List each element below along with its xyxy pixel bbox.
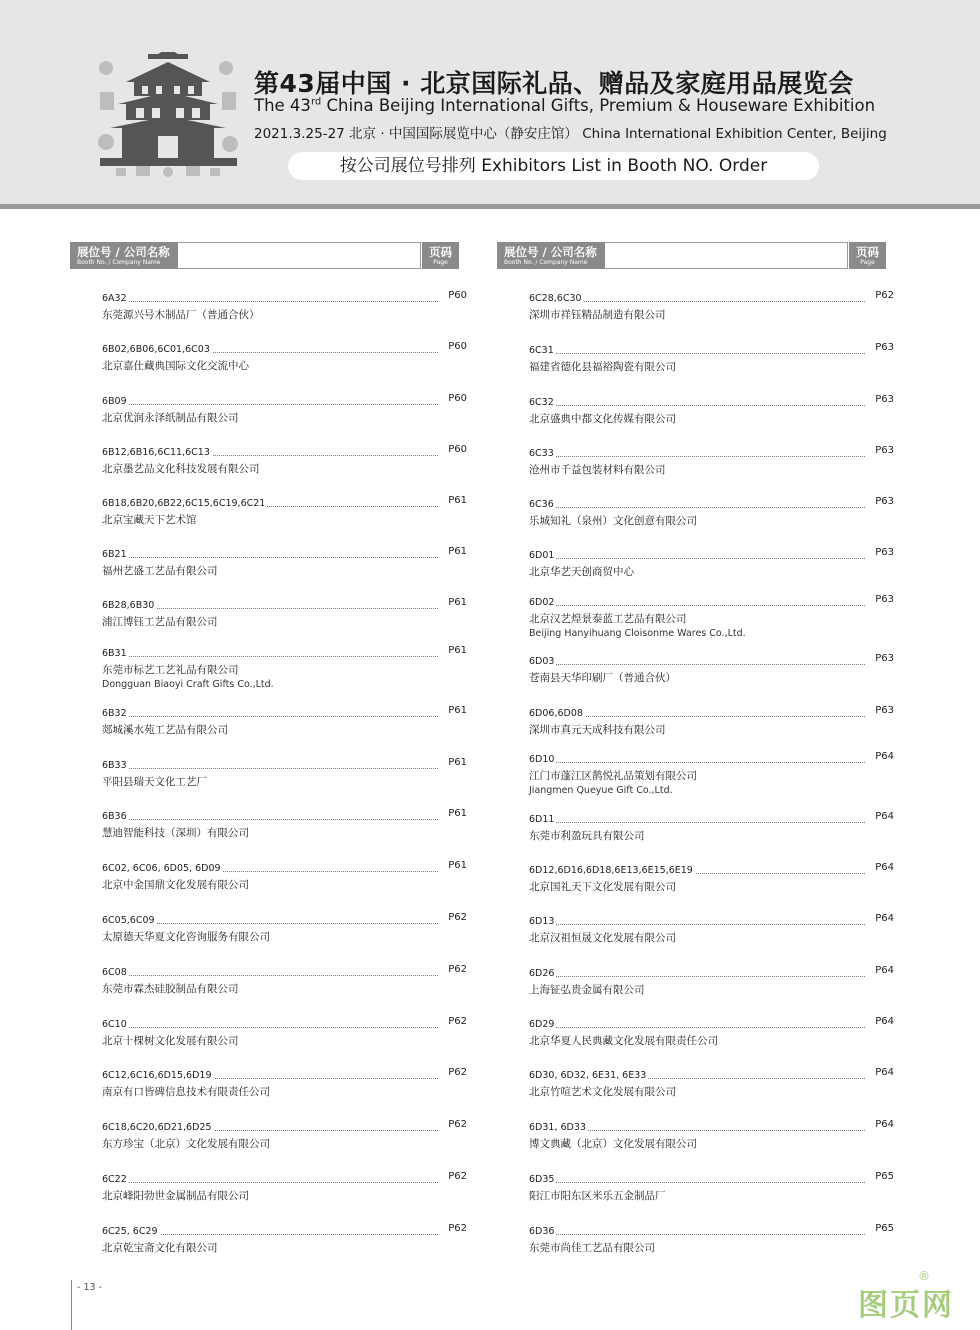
dot-leader <box>529 1234 865 1235</box>
page-ref: P64 <box>875 751 894 762</box>
entry-leader-row <box>529 496 894 511</box>
page-ref: P62 <box>448 1119 467 1130</box>
booth-number: 6D29 <box>529 1019 555 1030</box>
entry-leader-row <box>102 645 467 660</box>
entry-leader-row <box>529 913 894 928</box>
entry-leader-row <box>529 1223 894 1238</box>
page-header <box>0 0 980 205</box>
page-ref: P62 <box>448 1223 467 1234</box>
booth-number: 6C10 <box>102 1019 127 1030</box>
exhibitor-entry <box>102 912 467 944</box>
company-name: 太原德天华夏文化咨询服务有限公司 <box>102 931 270 943</box>
page-ref: P60 <box>448 290 467 301</box>
page-ref: P65 <box>875 1223 894 1234</box>
page-ref: P63 <box>875 496 894 507</box>
dot-leader <box>529 762 865 763</box>
dot-leader <box>529 1027 865 1028</box>
exhibitor-entry <box>529 751 894 797</box>
column-header-spacer <box>605 242 848 269</box>
booth-number: 6B33 <box>102 760 127 771</box>
exhibitor-entry <box>102 290 467 322</box>
page-ref: P62 <box>448 964 467 975</box>
exhibitor-entry <box>529 290 894 322</box>
company-name: 沧州市千益包装材料有限公司 <box>529 464 666 476</box>
booth-number: 6B09 <box>102 396 127 407</box>
company-name: 东莞市尚佳工艺品有限公司 <box>529 1242 655 1254</box>
dot-leader <box>529 822 865 823</box>
booth-number: 6B31 <box>102 648 127 659</box>
entry-leader-row <box>529 290 894 305</box>
exhibitor-entry <box>529 653 894 685</box>
company-name: 深圳市祥钰精品制造有限公司 <box>529 309 666 321</box>
exhibitor-entry <box>529 1016 894 1048</box>
page-ref: P62 <box>875 290 894 301</box>
page-ref: P63 <box>875 705 894 716</box>
exhibitor-entry <box>529 1223 894 1255</box>
entry-leader-row <box>529 547 894 562</box>
entry-leader-row <box>102 1016 467 1031</box>
page-label-box <box>849 242 886 269</box>
dot-leader <box>102 1027 438 1028</box>
entry-leader-row <box>102 341 467 356</box>
page-ref: P61 <box>448 495 467 506</box>
exhibitor-entry <box>529 705 894 737</box>
company-name: 北京竹喧艺术文化发展有限公司 <box>529 1086 676 1098</box>
page-ref: P64 <box>875 1119 894 1130</box>
page-ref: P62 <box>448 912 467 923</box>
entry-leader-row <box>529 394 894 409</box>
page-label-en: Page <box>433 259 448 266</box>
dot-leader <box>529 405 865 406</box>
page-ref: P63 <box>875 547 894 558</box>
entry-leader-row <box>529 445 894 460</box>
company-name: 慧迪智能科技（深圳）有限公司 <box>102 827 249 839</box>
dot-leader <box>102 301 438 302</box>
list-title-pill: 按公司展位号排列 Exhibitors List in Booth NO. Order <box>288 152 819 180</box>
entry-leader-row <box>102 1223 467 1238</box>
exhibitor-entry <box>102 757 467 789</box>
page-ref: P62 <box>448 1171 467 1182</box>
column-label-box <box>497 242 605 269</box>
exhibitor-entry <box>102 860 467 892</box>
company-name-en: Beijing Hanyihuang Cloisonme Wares Co.,Ltd. <box>529 628 746 639</box>
entry-leader-row <box>102 1067 467 1082</box>
page-ref: P61 <box>448 597 467 608</box>
booth-number: 6B12,6B16,6C11,6C13 <box>102 447 210 458</box>
dot-leader <box>529 456 865 457</box>
entry-leader-row <box>529 965 894 980</box>
company-name: 东莞源兴号木制品厂（普通合伙） <box>102 309 260 321</box>
exhibitor-entry <box>102 1223 467 1255</box>
page-ref: P64 <box>875 965 894 976</box>
entry-leader-row <box>102 290 467 305</box>
company-name: 平阳县瑞天文化工艺厂 <box>102 776 207 788</box>
exhibitor-entry <box>102 495 467 527</box>
exhibitor-entry <box>102 705 467 737</box>
page-ref: P64 <box>875 913 894 924</box>
company-name: 上海钲弘贵金属有限公司 <box>529 984 645 996</box>
exhibitor-entry <box>102 808 467 840</box>
column-label-box <box>70 242 178 269</box>
exhibition-title-en <box>254 96 875 115</box>
exhibitor-entry <box>529 594 894 640</box>
page-ref: P60 <box>448 341 467 352</box>
company-name-en: Jiangmen Queyue Gift Co.,Ltd. <box>529 785 673 796</box>
dot-leader <box>529 353 865 354</box>
page-ref: P61 <box>448 808 467 819</box>
entry-leader-row <box>529 862 894 877</box>
company-name: 东方珍宝（北京）文化发展有限公司 <box>102 1138 270 1150</box>
entry-leader-row <box>102 495 467 510</box>
entry-leader-row <box>529 751 894 766</box>
booth-number: 6C31 <box>529 345 554 356</box>
title-en-superscript: rd <box>310 96 322 108</box>
booth-number: 6D06,6D08 <box>529 708 583 719</box>
dot-leader <box>529 605 865 606</box>
page-ref: P64 <box>875 1016 894 1027</box>
exhibitor-entry <box>102 645 467 691</box>
company-name: 北京优润永泽纸制品有限公司 <box>102 412 239 424</box>
booth-number: 6C36 <box>529 499 554 510</box>
exhibitor-entry <box>529 547 894 579</box>
company-name: 北京十棵树文化发展有限公司 <box>102 1035 239 1047</box>
booth-number: 6D30, 6D32, 6E31, 6E33 <box>529 1070 647 1081</box>
exhibitor-entry <box>529 913 894 945</box>
dot-leader <box>102 975 438 976</box>
page-label-cn: 页码 <box>856 245 879 259</box>
booth-number: 6D02 <box>529 597 555 608</box>
booth-number: 6A32 <box>102 293 127 304</box>
exhibition-logo-icon <box>96 52 241 177</box>
booth-number: 6B02,6B06,6C01,6C03 <box>102 344 210 355</box>
exhibitor-entry <box>529 811 894 843</box>
exhibitor-entry <box>102 1067 467 1099</box>
column-label-en: Booth No. / Company Name <box>77 259 161 266</box>
company-name: 北京盛典中都文化传媒有限公司 <box>529 413 676 425</box>
dot-leader <box>529 976 865 977</box>
company-name: 北京峰阳勃世金属制品有限公司 <box>102 1190 249 1202</box>
title-en-suffix: China Beijing International Gifts, Premium & Houseware Exhibition <box>321 96 876 115</box>
company-name: 江门市蓬江区鹊悦礼品策划有限公司 <box>529 770 697 782</box>
company-name: 北京华艺天创商贸中心 <box>529 566 634 578</box>
dot-leader <box>102 768 438 769</box>
page-ref: P62 <box>448 1016 467 1027</box>
company-name: 福州艺盛工艺品有限公司 <box>102 565 218 577</box>
booth-number: 6D10 <box>529 754 555 765</box>
dot-leader <box>102 557 438 558</box>
company-name: 北京汉祖恒晟文化发展有限公司 <box>529 932 676 944</box>
booth-number: 6C22 <box>102 1174 127 1185</box>
entry-leader-row <box>529 1171 894 1186</box>
exhibitor-entry <box>529 965 894 997</box>
company-name: 东莞市利盈玩具有限公司 <box>529 830 645 842</box>
entry-leader-row <box>102 393 467 408</box>
exhibitor-entry <box>529 1119 894 1151</box>
booth-number: 6B18,6B20,6B22,6C15,6C19,6C21 <box>102 498 266 509</box>
booth-number: 6D35 <box>529 1174 555 1185</box>
entry-leader-row <box>102 546 467 561</box>
exhibitor-entry <box>529 496 894 528</box>
booth-number: 6C12,6C16,6D15,6D19 <box>102 1070 212 1081</box>
company-name: 东莞市标艺工艺礼品有限公司 <box>102 664 239 676</box>
title-en-prefix: The 43 <box>254 96 311 115</box>
company-name: 乐城知礼（泉州）文化创意有限公司 <box>529 515 697 527</box>
company-name: 北京汉艺煌景泰蓝工艺品有限公司 <box>529 613 687 625</box>
booth-number: 6C05,6C09 <box>102 915 155 926</box>
page-ref: P61 <box>448 860 467 871</box>
dot-leader <box>529 507 865 508</box>
page-ref: P65 <box>875 1171 894 1182</box>
entry-leader-row <box>529 1016 894 1031</box>
company-name: 北京国礼天下文化发展有限公司 <box>529 881 676 893</box>
company-name: 苍南县天华印刷厂（普通合伙） <box>529 672 676 684</box>
entry-leader-row <box>529 1119 894 1134</box>
company-name: 浦江博钰工艺品有限公司 <box>102 616 218 628</box>
page-ref: P64 <box>875 811 894 822</box>
booth-number: 6C28,6C30 <box>529 293 582 304</box>
exhibition-title-cn: 第43届中国 · 北京国际礼品、赠品及家庭用品展览会 <box>254 69 854 98</box>
page-ref: P64 <box>875 1067 894 1078</box>
exhibitor-entry <box>102 964 467 996</box>
company-name-en: Dongguan Biaoyi Craft Gifts Co.,Ltd. <box>102 679 274 690</box>
booth-number: 6C02, 6C06, 6D05, 6D09 <box>102 863 221 874</box>
entry-leader-row <box>529 1067 894 1082</box>
entry-leader-row <box>102 964 467 979</box>
exhibitor-entry <box>529 1171 894 1203</box>
exhibitor-entry <box>102 597 467 629</box>
dot-leader <box>529 1182 865 1183</box>
exhibitor-entry <box>102 393 467 425</box>
page-number: - 13 - <box>77 1282 102 1293</box>
company-name: 深圳市真元天成科技有限公司 <box>529 724 666 736</box>
company-name: 东莞市霖杰硅胶制品有限公司 <box>102 983 239 995</box>
entry-leader-row <box>102 860 467 875</box>
entry-leader-row <box>102 444 467 459</box>
entry-leader-row <box>102 757 467 772</box>
entry-leader-row <box>529 594 894 609</box>
booth-number: 6D36 <box>529 1226 555 1237</box>
entry-leader-row <box>529 811 894 826</box>
exhibitor-entry <box>529 342 894 374</box>
dot-leader <box>529 664 865 665</box>
booth-number: 6D13 <box>529 916 555 927</box>
right-column-header <box>497 242 886 269</box>
company-name: 北京宝藏天下艺术馆 <box>102 514 197 526</box>
page-ref: P61 <box>448 645 467 656</box>
column-label-cn: 展位号 / 公司名称 <box>77 245 170 259</box>
entry-leader-row <box>102 912 467 927</box>
page-label-en: Page <box>860 259 875 266</box>
booth-number: 6D11 <box>529 814 555 825</box>
exhibitor-entry <box>102 1171 467 1203</box>
entry-leader-row <box>529 342 894 357</box>
page-ref: P63 <box>875 342 894 353</box>
page-ref: P63 <box>875 445 894 456</box>
page-ref: P63 <box>875 653 894 664</box>
column-header-spacer <box>178 242 421 269</box>
entry-leader-row <box>102 1171 467 1186</box>
exhibitor-entry <box>102 444 467 476</box>
page-ref: P63 <box>875 594 894 605</box>
header-divider <box>0 204 980 209</box>
page-ref: P63 <box>875 394 894 405</box>
column-label-en: Booth No. / Company Name <box>504 259 588 266</box>
company-name: 郯城溪水苑工艺品有限公司 <box>102 724 228 736</box>
booth-number: 6B36 <box>102 811 127 822</box>
entry-leader-row <box>529 653 894 668</box>
company-name: 北京墨艺品文化科技发展有限公司 <box>102 463 260 475</box>
booth-number: 6C33 <box>529 448 554 459</box>
column-label-cn: 展位号 / 公司名称 <box>504 245 597 259</box>
booth-number: 6D26 <box>529 968 555 979</box>
entry-leader-row <box>102 705 467 720</box>
exhibitor-entry <box>529 445 894 477</box>
booth-number: 6D31, 6D33 <box>529 1122 586 1133</box>
company-name: 南京有口皆碑信息技术有限责任公司 <box>102 1086 270 1098</box>
dot-leader <box>102 716 438 717</box>
booth-number: 6C32 <box>529 397 554 408</box>
company-name: 北京中金国鼎文化发展有限公司 <box>102 879 249 891</box>
page-ref: P61 <box>448 757 467 768</box>
watermark-logo: 图页网 <box>858 1288 954 1323</box>
booth-number: 6C08 <box>102 967 127 978</box>
company-name: 阳江市阳东区米乐五金制品厂 <box>529 1190 666 1202</box>
company-name: 福建省德化县福裕陶瓷有限公司 <box>529 361 676 373</box>
company-name: 北京嘉仕藏典国际文化交流中心 <box>102 360 249 372</box>
company-name: 北京华夏人民典藏文化发展有限责任公司 <box>529 1035 718 1047</box>
page-label-box <box>422 242 459 269</box>
page-ref: P61 <box>448 546 467 557</box>
entry-leader-row <box>529 705 894 720</box>
dot-leader <box>102 656 438 657</box>
page-ref: P60 <box>448 444 467 455</box>
entry-leader-row <box>102 808 467 823</box>
booth-number: 6C18,6C20,6D21,6D25 <box>102 1122 212 1133</box>
dot-leader <box>102 819 438 820</box>
exhibitor-entry <box>102 1119 467 1151</box>
page-label-cn: 页码 <box>429 245 452 259</box>
dot-leader <box>529 924 865 925</box>
booth-number: 6B28,6B30 <box>102 600 155 611</box>
company-name: 北京乾宝斋文化有限公司 <box>102 1242 218 1254</box>
exhibitor-entry <box>529 394 894 426</box>
page-ref: P64 <box>875 862 894 873</box>
exhibitor-entry <box>102 546 467 578</box>
booth-number: 6D12,6D16,6D18,6E13,6E15,6E19 <box>529 865 693 876</box>
exhibitor-entry <box>102 341 467 373</box>
page-ref: P61 <box>448 705 467 716</box>
exhibitor-entry <box>529 1067 894 1099</box>
booth-number: 6B32 <box>102 708 127 719</box>
booth-number: 6B21 <box>102 549 127 560</box>
booth-number: 6C25, 6C29 <box>102 1226 158 1237</box>
registered-mark: ® <box>918 1269 930 1283</box>
dot-leader <box>102 1182 438 1183</box>
entry-leader-row <box>102 1119 467 1134</box>
page-ref: P60 <box>448 393 467 404</box>
company-name: 博文典藏（北京）文化发展有限公司 <box>529 1138 697 1150</box>
entry-leader-row <box>102 597 467 612</box>
booth-number: 6D01 <box>529 550 555 561</box>
footer-divider <box>71 1280 72 1330</box>
left-column-header <box>70 242 459 269</box>
exhibition-date-venue: 2021.3.25-27 北京 · 中国国际展览中心（静安庄馆） China International Exhibition Center, Beijing <box>254 126 887 142</box>
exhibitor-entry <box>529 862 894 894</box>
booth-number: 6D03 <box>529 656 555 667</box>
exhibitor-entry <box>102 1016 467 1048</box>
dot-leader <box>529 558 865 559</box>
page-ref: P62 <box>448 1067 467 1078</box>
dot-leader <box>102 404 438 405</box>
